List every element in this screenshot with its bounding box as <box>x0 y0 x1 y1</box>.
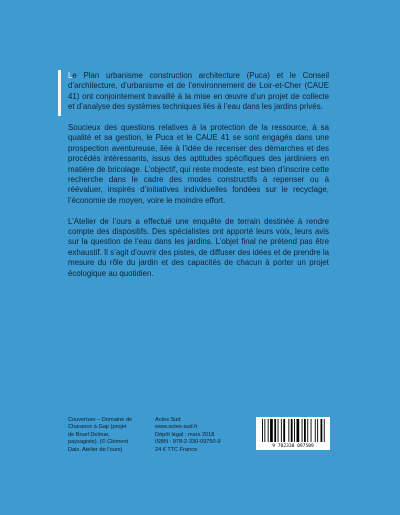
description-text <box>68 71 329 279</box>
barcode-bar <box>274 419 276 442</box>
isbn: ISBN : 978-2-330-09750-9 <box>155 439 221 446</box>
barcode-bar <box>291 419 293 442</box>
barcode-bar <box>262 419 263 442</box>
dropcap-bar <box>58 70 61 116</box>
barcode-bar <box>324 419 325 442</box>
legal-deposit: Dépôt légal : mars 2018 <box>155 431 215 438</box>
barcode-bar <box>297 419 300 442</box>
barcode-bar <box>278 419 279 442</box>
barcode-bar <box>311 419 312 442</box>
barcode-bar <box>321 419 323 442</box>
barcode-bar <box>302 419 303 442</box>
barcode-bar <box>281 419 282 442</box>
barcode-bar <box>288 419 289 442</box>
barcode-bar <box>304 419 306 442</box>
cover-credit: Couverture – Domaine de Charance à Gap (projet de Bruel Delmar, paysagiste). (© Clément Daix, Atelier de l’ours) <box>68 417 133 453</box>
barcode-digits: 9 782330 097509 <box>272 444 314 449</box>
publisher-info <box>155 417 235 454</box>
barcode-bar <box>264 419 265 442</box>
barcode-bar <box>270 419 273 442</box>
barcode-bar <box>268 419 269 442</box>
barcode-bar <box>307 419 308 442</box>
barcode-bar <box>317 419 318 442</box>
paragraph-1: Le Plan urbanisme construction architecture (Puca) et le Conseil d’architecture, d’urbanisme et de l’environnement de Loir-et-Cher (CAUE 41) ont conjointement travaillé à la mise en œuvre d’un projet de collecte et d’analyse des systèmes techniques liés à l’eau dans les jardins privés. <box>68 71 329 112</box>
publisher-website: www.actes-sud.fr <box>155 424 198 431</box>
publisher-name: Actes Sud <box>155 417 181 423</box>
price: 24 € TTC France <box>155 446 198 453</box>
barcode-bars <box>260 419 326 443</box>
barcode-bar <box>294 419 295 442</box>
barcode-bar <box>283 419 285 442</box>
barcode <box>256 417 330 450</box>
barcode-bar <box>315 419 316 442</box>
dropcap-letter: L <box>68 71 73 80</box>
paragraph-2: Soucieux des questions relatives à la protection de la ressource, à sa qualité et sa gestion, le Puca et le CAUE 41 se sont engagés dans une prospection aventureuse, liée à l’idée de recenser des démarches et des procédés intéressants, issus des aptitudes spécifiques des jardiniers en matière de bricolage. L’objectif, qui reste modeste, est bien d’inscrire cette recherche dans le cadre des modes constructifs à repenser ou à réévaluer, inspirés d’initiatives individuelles fondées sur le recyclage, l’économie de moyen, voire le moindre effort. <box>68 123 329 205</box>
paragraph-3: L’Atelier de l’ours a effectué une enquête de terrain destinée à rendre compte des dispositifs. Des spécialistes ont apporté leurs voix, leurs avis sur la question de l’eau dans les jardins. L’objet final ne prétend pas être exhaustif. Il s’agit d’ouvrir des pistes, de diffuser des idées et de prendre la mesure du rôle du jardin et des capacités de chacun à porter un projet écologique au quotidien. <box>68 216 329 278</box>
